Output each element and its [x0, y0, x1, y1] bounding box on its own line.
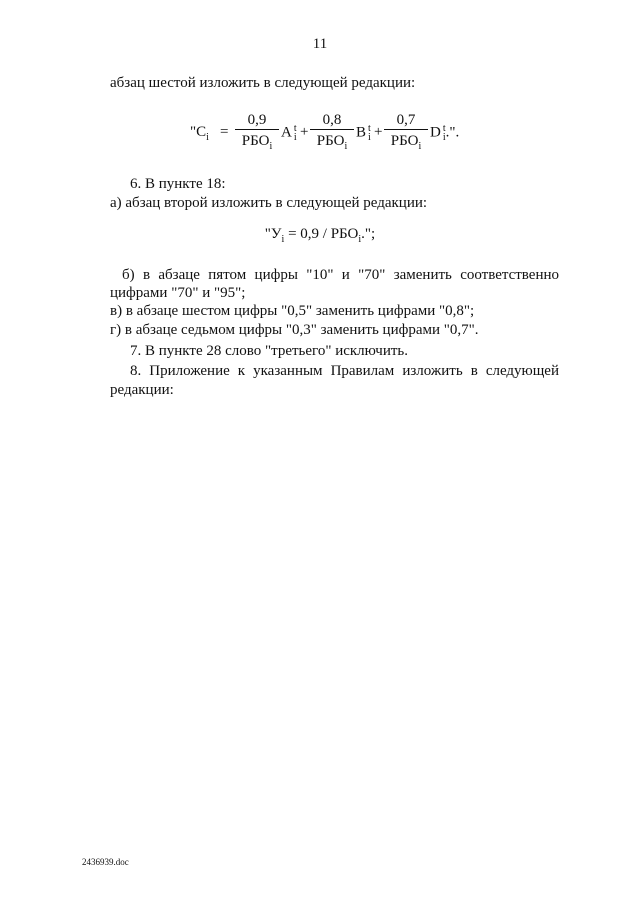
- paragraph-6b-line2: цифрами "70" и "95";: [110, 285, 246, 301]
- paragraph-8-line2: редакции:: [110, 382, 174, 398]
- fraction-term-3: [384, 112, 428, 152]
- paragraph-7: 7. В пункте 28 слово "третьего" исключить.: [130, 343, 409, 359]
- intro-line: абзац шестой изложить в следующей редакции:: [110, 75, 416, 91]
- footer-filename: 2436939.doc: [82, 857, 129, 867]
- paragraph-6b-line1: б) в абзаце пятом цифры "10" и "70" заменить соответственно: [122, 267, 560, 283]
- fraction-numerator: 0,7: [396, 112, 416, 128]
- term-3-variable: D t i .".: [430, 123, 460, 143]
- fraction-term-2: [310, 112, 354, 152]
- term-1-variable: A t i: [281, 123, 297, 143]
- paragraph-6v: в) в абзаце шестом цифры "0,5" заменить цифрами "0,8";: [110, 303, 475, 319]
- formula-c-eq: =: [220, 124, 229, 140]
- formula-u: "$У_i = 0,9 / РБО_i$.";: [264, 226, 376, 245]
- fraction-term-1: [235, 112, 279, 152]
- fraction-denominator: $РБО_i$: [316, 133, 348, 152]
- paragraph-6a: а) абзац второй изложить в следующей редакции:: [110, 195, 428, 211]
- fraction-numerator: 0,9: [247, 112, 267, 128]
- fraction-denominator: $РБО_i$: [390, 133, 422, 152]
- page-number: 11: [312, 36, 328, 52]
- term-2-variable: B t i: [356, 123, 371, 143]
- paragraph-8-line1: 8. Приложение к указанным Правилам изложить в следующей: [130, 363, 559, 379]
- fraction-denominator: $РБО_i$: [241, 133, 273, 152]
- paragraph-6-title: 6. В пункте 18:: [130, 176, 226, 192]
- plus-sign-2: +: [374, 124, 383, 140]
- fraction-numerator: 0,8: [322, 112, 342, 128]
- plus-sign-1: +: [300, 124, 309, 140]
- formula-c-open: "$C_i$: [190, 124, 209, 143]
- paragraph-6g: г) в абзаце седьмом цифры "0,3" заменить цифрами "0,7".: [110, 322, 479, 338]
